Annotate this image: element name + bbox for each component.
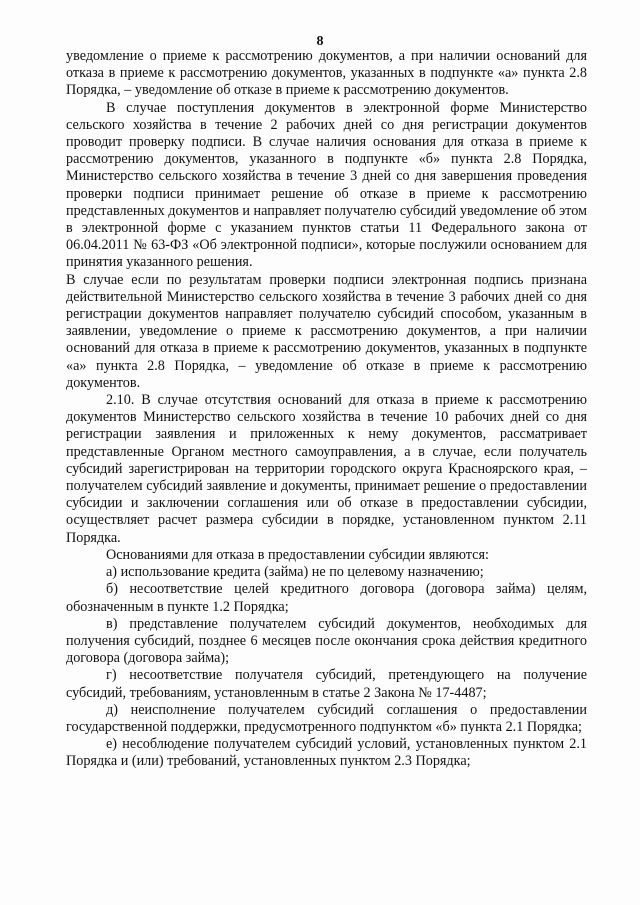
paragraph-electronic-form: В случае поступления документов в электронной форме Министерство сельского хозяйства в течение 2 рабочих дней со дня регистрации документов проводит проверку подписи. В случае наличия основания для отказа в приеме к рассмотрению документов, указанного в подпункте «б» пункта 2.8 Порядка, Министерство сельского хозяйства в течение 3 дней со дня завершения проведения проверки подписи принимает решение об отказе в приеме к рассмотрению представленных документов и направляет получателю субсидий уведомление об этом в электронной форме с указанием пунктов статьи 11 Федерального закона от 06.04.2011 № 63-ФЗ «Об электронной подписи», которые послужили основанием для принятия указанного решения. (66, 99, 587, 271)
list-item-e: е) несоблюдение получателем субсидий условий, установленных пунктом 2.1 Порядка и (или) требований, установленных пунктом 2.3 Порядка; (66, 736, 587, 770)
list-item-d: д) неисполнение получателем субсидий соглашения о предоставлении государственной поддержки, предусмотренного подпунктом «б» пункта 2.1 Порядка; (66, 701, 587, 735)
paragraph-signature-valid: В случае если по результатам проверки подписи электронная подпись признана действительной Министерство сельского хозяйства в течение 3 рабочих дней со дня регистрации документов направляет получателю субсидий способом, указанным в заявлении, уведомление о приеме к рассмотрению документов, а при наличии оснований для отказа в приеме к рассмотрению документов, указанных в подпункте «а» пункта 2.8 Порядка, – уведомление об отказе в приеме к рассмотрению документов. (66, 271, 587, 391)
list-item-b: б) несоответствие целей кредитного договора (договора займа) целям, обозначенным в пункте 1.2 Порядка; (66, 581, 587, 615)
paragraph-2-10: 2.10. В случае отсутствия оснований для отказа в приеме к рассмотрению документов Министерство сельского хозяйства в течение 10 рабочих дней со дня регистрации заявления и приложенных к нему документов, рассматривает представленные Органом местного самоуправления, а в случае, если получатель субсидий зарегистрирован на территории городского округа Красноярского края, – получателем субсидий заявление и документы, принимает решение о предоставлении субсидии и заключении соглашения или об отказе в предоставлении субсидии, осуществляет расчет размера субсидии в порядке, установленном пунктом 2.11 Порядка. (66, 392, 587, 546)
page-number: 8 (316, 34, 324, 49)
list-item-g: г) несоответствие получателя субсидий, претендующего на получение субсидий, требованиям, установленным в статье 2 Закона № 17-4487; (66, 667, 587, 701)
document-body (66, 48, 587, 771)
paragraph-refusal-grounds-intro: Основаниями для отказа в предоставлении субсидии являются: (106, 546, 489, 563)
list-item-v: в) представление получателем субсидий документов, необходимых для получения субсидий, позднее 6 месяцев после окончания срока действия кредитного договора (договора займа); (66, 615, 587, 667)
list-item-a: а) использование кредита (займа) не по целевому назначению; (106, 564, 484, 581)
paragraph-continuation: уведомление о приеме к рассмотрению документов, а при наличии оснований для отказа в приеме к рассмотрению документов, указанных в подпункте «а» пункта 2.8 Порядка, – уведомление об отказе в приеме к рассмотрению документов. (66, 48, 587, 99)
